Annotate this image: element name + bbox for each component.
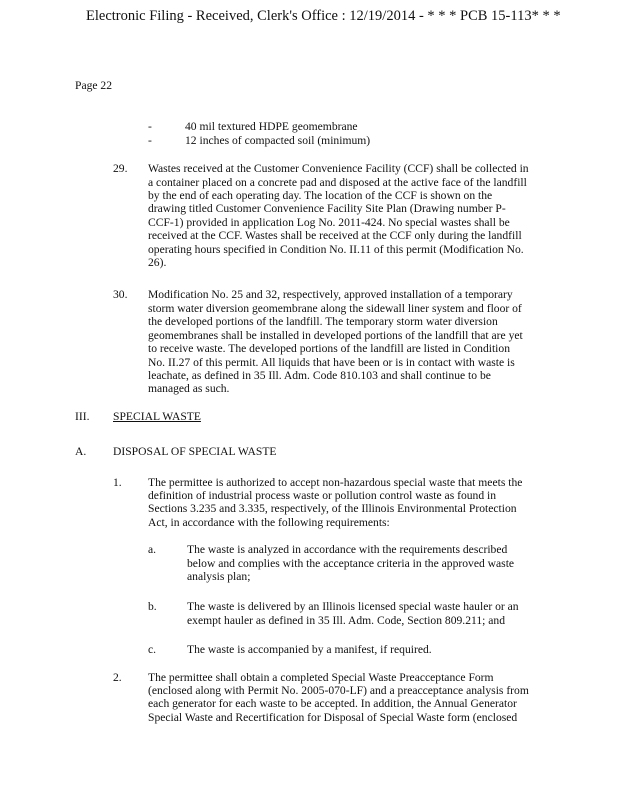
text-line: The permittee is authorized to accept non-hazardous special waste that meets the [148,475,523,489]
subitem-c [148,643,618,656]
subitem-letter: a. [148,543,157,557]
text-line: each generator for each waste to be accepted. In addition, the Annual Generator [148,697,517,711]
section-heading [75,410,618,423]
subitem-b-text [187,600,519,627]
text-line: storm water diversion geomembrane along the sidewall liner system and floor of [148,301,522,315]
bullet-row [148,120,618,133]
bullet-text: 40 mil textured HDPE geomembrane [185,120,358,134]
text-line: (enclosed along with Permit No. 2005-070-LF) and a preacceptance analysis from [148,684,529,697]
item-number: 1. [113,475,122,489]
text-line: geomembranes shall be installed in developed portions of the landfill that are yet [148,328,523,342]
item-number: 2. [113,670,122,684]
bullet-mark: - [148,120,152,134]
text-line: to receive waste. The developed portions of the landfill are listed in Condition [148,342,510,356]
item-30-text [148,288,523,395]
text-line: the developed portions of the landfill. The temporary storm water diversion [148,315,498,329]
page-number: Page 22 [75,79,113,92]
text-line: operating hours specified in Condition No. II.11 of this permit (Modification No. [148,242,524,256]
item-2-text [148,671,529,725]
text-line: Special Waste and Recertification for Disposal of Special Waste form (enclosed [148,710,518,724]
text-line: Act, in accordance with the following requirements: [148,515,390,529]
bullet-row [148,134,618,147]
text-line: drawing titled Customer Convenience Facility Site Plan (Drawing number P- [148,202,506,216]
subitem-a [148,543,618,583]
subitem-letter: c. [148,643,157,657]
text-line: by the end of each operating day. The location of the CCF is shown on the [148,189,493,203]
text-line: CCF-1) provided in application Log No. 2011-424. No special wastes shall be [148,215,510,229]
text-line: a container placed on a concrete pad and disposed at the active face of the landfill [148,175,527,189]
text-line: Wastes received at the Customer Convenience Facility (CCF) shall be collected in [148,162,529,176]
subitem-letter: b. [148,600,157,614]
text-line: The waste is analyzed in accordance with the requirements described [187,543,508,557]
subitem-a-text [187,543,514,583]
item-1 [113,476,618,530]
item-29-text [148,162,529,269]
document-body [0,79,618,724]
text-line: received at the CCF. Wastes shall be received at the CCF only during the landfill [148,229,522,243]
text-line: The permittee shall obtain a completed Special Waste Preacceptance Form [148,670,494,684]
item-30 [113,288,618,395]
text-line: definition of industrial process waste or pollution control waste as found in [148,488,497,502]
text-line: exempt hauler as defined in 35 Ill. Adm. Code, Section 809.211; and [187,613,506,627]
section-number: III. [75,409,90,423]
text-line: The waste is accompanied by a manifest, if required. [187,643,432,657]
text-line: managed as such. [148,382,230,396]
subitem-b [148,600,618,627]
text-line: No. II.27 of this permit. All liquids that have been or is in contact with waste is [148,355,515,369]
text-line: 26). [148,256,167,270]
text-line: leachate, as defined in 35 Ill. Adm. Code 810.103 and shall continue to be [148,368,491,382]
subsection-heading [75,445,618,458]
item-1-text [148,476,522,530]
item-29 [113,162,618,269]
section-title: SPECIAL WASTE [113,409,201,423]
item-2 [113,671,618,725]
bullet-text: 12 inches of compacted soil (minimum) [185,133,371,147]
text-line: The waste is delivered by an Illinois licensed special waste hauler or an [187,600,519,614]
subitem-c-text [187,643,432,656]
text-line: Modification No. 25 and 32, respectively, approved installation of a temporary [148,288,513,302]
filing-header: Electronic Filing - Received, Clerk's Office : 12/19/2014 - * * * PCB 15-113* * * [86,8,561,24]
text-line: below and complies with the acceptance criteria in the approved waste [187,556,515,570]
item-number: 30. [113,288,128,302]
subsection-title: DISPOSAL OF SPECIAL WASTE [113,445,277,459]
subsection-number: A. [75,445,87,459]
item-number: 29. [113,162,128,176]
bullet-mark: - [148,133,152,147]
text-line: analysis plan; [187,569,251,583]
text-line: Sections 3.235 and 3.335, respectively, of the Illinois Environmental Protection [148,502,517,516]
